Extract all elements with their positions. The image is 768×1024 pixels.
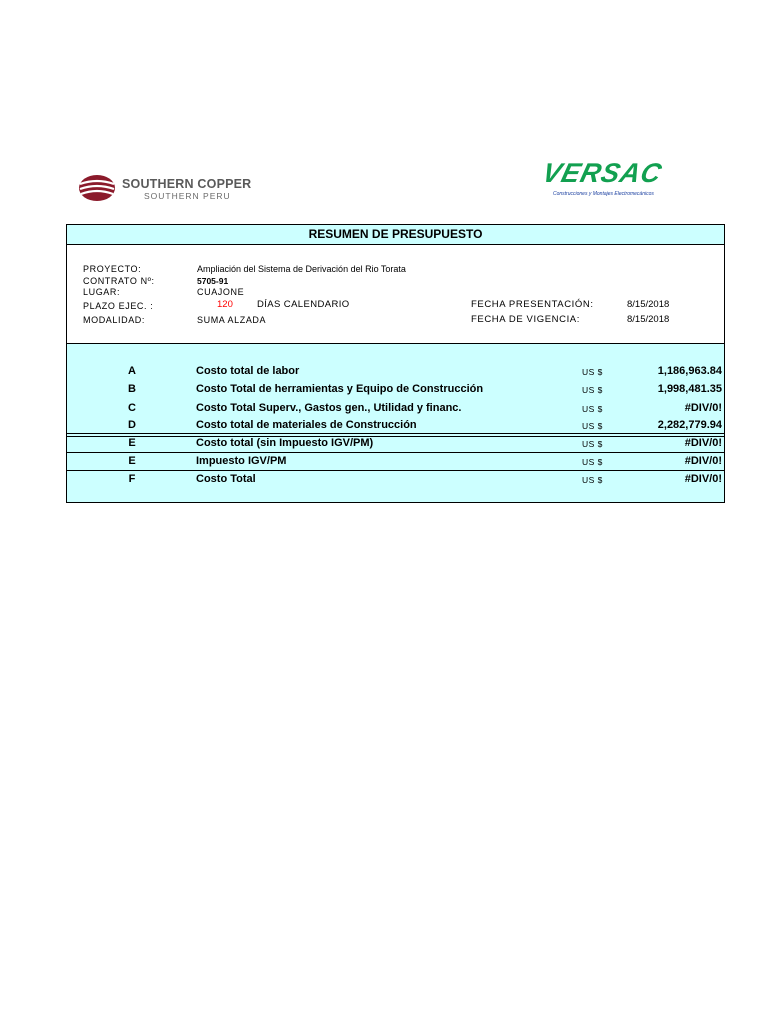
row-currency: US $	[582, 457, 603, 467]
proyecto-label: PROYECTO:	[83, 264, 142, 274]
row-currency: US $	[582, 385, 603, 395]
row-letter: E	[128, 437, 136, 449]
row-currency: US $	[582, 421, 603, 431]
lugar-value: CUAJONE	[197, 287, 245, 297]
cost-row	[67, 435, 724, 453]
row-amount: 1,998,481.35	[657, 383, 722, 395]
row-letter: A	[128, 365, 136, 377]
row-currency: US $	[582, 404, 603, 414]
cost-row-total	[67, 471, 724, 489]
row-description: Costo Total	[196, 473, 256, 485]
row-description: Impuesto IGV/PM	[196, 455, 287, 467]
versac-wordmark: VERSAC	[539, 158, 666, 188]
fecha-presentacion-value: 8/15/2018	[627, 299, 670, 310]
lugar-label: LUGAR:	[83, 287, 121, 297]
row-description: Costo Total de herramientas y Equipo de Construcción	[196, 383, 484, 395]
row-description: Costo total de materiales de Construcción	[196, 419, 417, 431]
plazo-unit: DÍAS CALENDARIO	[257, 299, 350, 310]
southern-copper-logo	[78, 172, 278, 206]
row-description: Costo Total Superv., Gastos gen., Utilidad y financ.	[196, 402, 462, 414]
cost-row	[67, 400, 724, 418]
row-letter: B	[128, 383, 136, 395]
row-amount: 1,186,963.84	[657, 365, 722, 377]
fecha-vigencia-label: FECHA DE VIGENCIA:	[471, 314, 580, 325]
cost-row	[67, 381, 724, 399]
row-amount: #DIV/0!	[684, 455, 722, 467]
divider-line	[67, 433, 724, 434]
contrato-value: 5705-91	[197, 276, 229, 286]
row-amount: #DIV/0!	[684, 473, 722, 485]
row-description: Costo total de labor	[196, 365, 300, 377]
budget-summary-table	[66, 224, 725, 503]
versac-tagline: Construcciones y Montajes Electromecánicos	[553, 191, 654, 197]
row-letter: C	[128, 402, 136, 414]
row-letter: E	[128, 455, 136, 467]
row-currency: US $	[582, 439, 603, 449]
row-amount: 2,282,779.94	[657, 419, 722, 431]
modalidad-label: MODALIDAD:	[83, 315, 146, 325]
row-currency: US $	[582, 475, 603, 485]
row-description: Costo total (sin Impuesto IGV/PM)	[196, 437, 374, 449]
fecha-vigencia-value: 8/15/2018	[627, 314, 670, 325]
cost-row	[67, 453, 724, 471]
versac-logo	[539, 158, 693, 200]
row-letter: D	[128, 419, 136, 431]
plazo-label: PLAZO EJEC. :	[83, 301, 154, 311]
southern-copper-emblem-icon	[78, 174, 116, 202]
cost-summary-section	[67, 344, 724, 502]
plazo-days: 120	[217, 299, 233, 310]
project-info-section	[67, 245, 724, 344]
contrato-label: CONTRATO Nº:	[83, 276, 155, 286]
southern-copper-name: SOUTHERN COPPER	[122, 177, 252, 191]
fecha-presentacion-label: FECHA PRESENTACIÓN:	[471, 299, 594, 310]
row-amount: #DIV/0!	[684, 402, 722, 414]
summary-title: RESUMEN DE PRESUPUESTO	[67, 225, 724, 245]
row-letter: F	[128, 473, 136, 485]
southern-copper-subname: SOUTHERN PERU	[144, 191, 231, 201]
row-amount: #DIV/0!	[684, 437, 722, 449]
modalidad-value: SUMA ALZADA	[197, 315, 267, 325]
cost-row	[67, 363, 724, 381]
row-currency: US $	[582, 367, 603, 377]
proyecto-value: Ampliación del Sistema de Derivación del Rio Torata	[197, 264, 406, 274]
